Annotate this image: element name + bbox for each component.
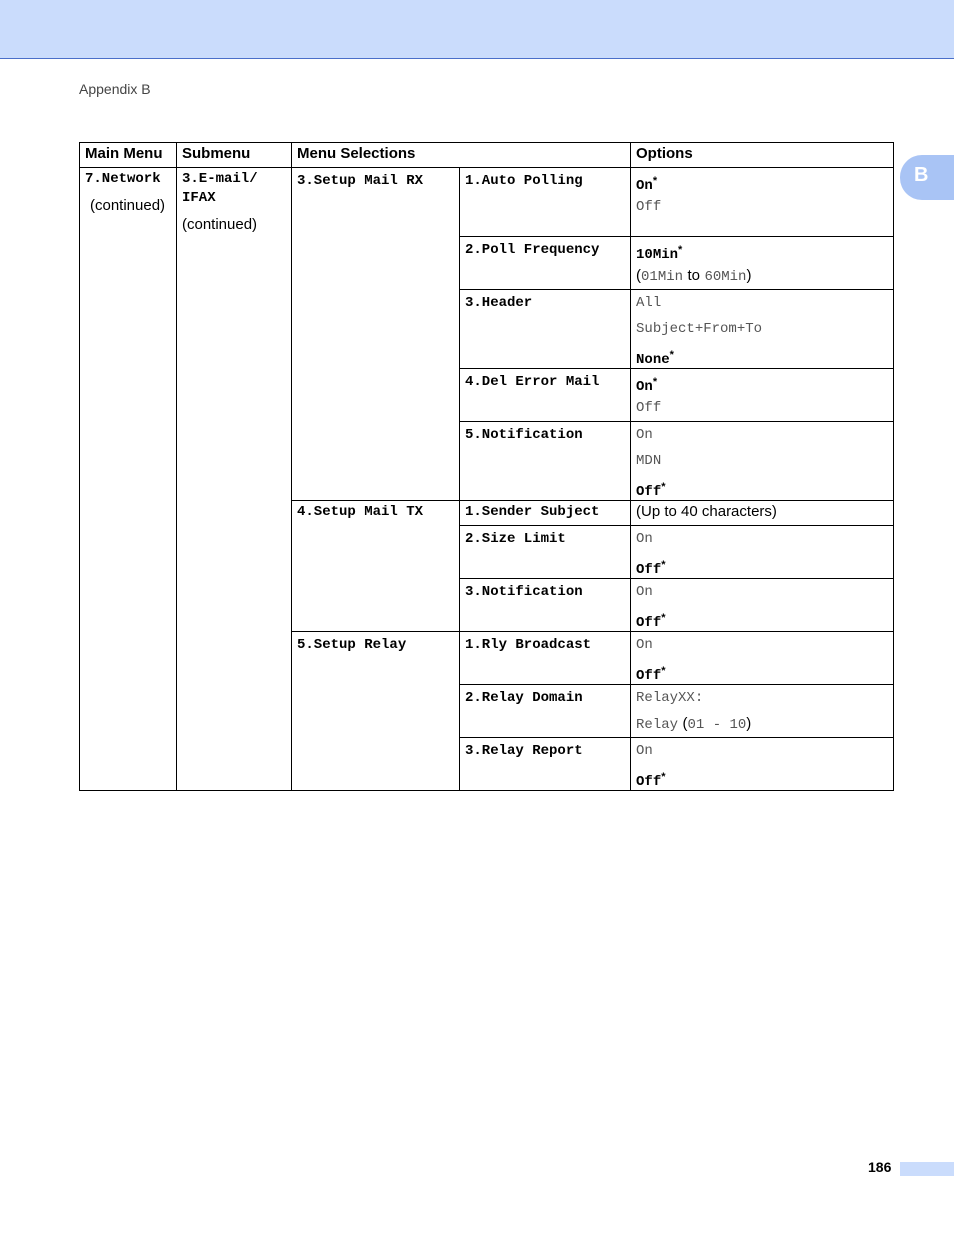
- header-main-menu: Main Menu: [80, 143, 177, 168]
- opt-sender-subject: (Up to 40 characters): [631, 501, 894, 526]
- sel-header: 3.Header: [460, 290, 631, 369]
- sel-poll-frequency: 2.Poll Frequency: [460, 237, 631, 290]
- appendix-tab: [900, 155, 954, 200]
- sel-size-limit: 2.Size Limit: [460, 526, 631, 579]
- header-band: [0, 0, 954, 59]
- footer-bar: [900, 1162, 954, 1176]
- table-header-row: [80, 143, 894, 168]
- page-number: 186: [868, 1159, 892, 1175]
- opt-poll-frequency: 10Min* (01Min to 60Min): [631, 237, 894, 290]
- submenu-cell: [177, 168, 292, 791]
- header-submenu: Submenu: [177, 143, 292, 168]
- opt-notification-tx: On Off*: [631, 579, 894, 632]
- opt-notification-rx: On MDN Off*: [631, 422, 894, 501]
- opt-del-error-mail: On* Off: [631, 369, 894, 422]
- appendix-tab-label: B: [914, 164, 929, 186]
- sel-notification-tx: 3.Notification: [460, 579, 631, 632]
- opt-header: All Subject+From+To None*: [631, 290, 894, 369]
- opt-rly-broadcast: On Off*: [631, 632, 894, 685]
- header-options: Options: [631, 143, 894, 168]
- running-head: Appendix B: [79, 81, 151, 97]
- opt-relay-report: On Off*: [631, 738, 894, 791]
- header-menu-selections: Menu Selections: [292, 143, 631, 168]
- sel-notification-rx: 5.Notification: [460, 422, 631, 501]
- submenu-code-line2: IFAX: [182, 190, 216, 206]
- sel-del-error-mail: 4.Del Error Mail: [460, 369, 631, 422]
- submenu-code-line1: 3.E-mail/: [182, 171, 258, 187]
- sel-relay-report: 3.Relay Report: [460, 738, 631, 791]
- table-row: [80, 168, 894, 237]
- main-menu-code: 7.Network: [85, 171, 161, 187]
- sel-sender-subject: 1.Sender Subject: [460, 501, 631, 526]
- submenu-note: (continued): [182, 216, 258, 233]
- group-setup-mail-tx: 4.Setup Mail TX: [292, 501, 460, 632]
- main-menu-note: (continued): [90, 197, 166, 214]
- group-setup-relay: 5.Setup Relay: [292, 632, 460, 791]
- group-setup-mail-rx: 3.Setup Mail RX: [292, 168, 460, 501]
- opt-size-limit: On Off*: [631, 526, 894, 579]
- main-menu-cell: [80, 168, 177, 791]
- opt-relay-domain: RelayXX: Relay (01 - 10): [631, 685, 894, 738]
- sel-rly-broadcast: 1.Rly Broadcast: [460, 632, 631, 685]
- opt-auto-polling: On* Off: [631, 168, 894, 237]
- menu-table: [79, 142, 894, 791]
- sel-auto-polling: 1.Auto Polling: [460, 168, 631, 237]
- sel-relay-domain: 2.Relay Domain: [460, 685, 631, 738]
